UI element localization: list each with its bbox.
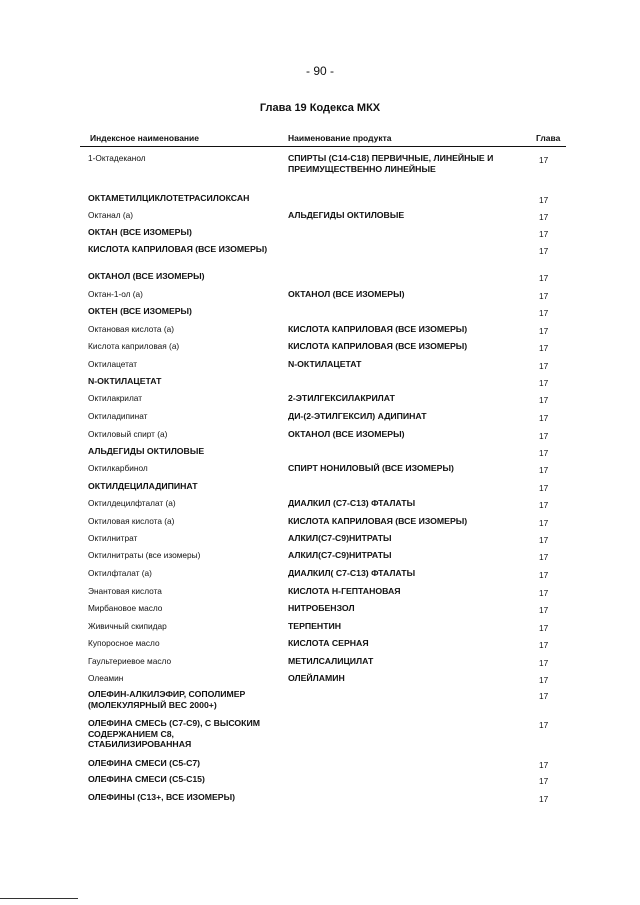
index-name-cell: Октилацетат xyxy=(88,359,138,369)
index-name-cell: ОЛЕФИНА СМЕСЬ (C7-C9), С ВЫСОКИМ СОДЕРЖАНИЕМ C8, СТАБИЛИЗИРОВАННАЯ xyxy=(88,718,260,749)
product-name-cell: КИСЛОТА КАПРИЛОВАЯ (ВСЕ ИЗОМЕРЫ) xyxy=(288,324,468,334)
chapter-cell: 17 xyxy=(539,552,549,562)
header-product-name: Наименование продукта xyxy=(288,133,392,143)
product-name-cell: АЛКИЛ(C7-C9)НИТРАТЫ xyxy=(288,550,392,560)
chapter-cell: 17 xyxy=(539,675,549,685)
index-name-cell: Кислота каприловая (a) xyxy=(88,341,180,351)
index-name-cell: АЛЬДЕГИДЫ ОКТИЛОВЫЕ xyxy=(88,446,205,456)
page-title: Глава 19 Кодекса МКХ xyxy=(259,102,381,114)
index-name-cell: Октиловый спирт (a) xyxy=(88,429,168,439)
chapter-cell: 17 xyxy=(539,776,549,786)
header-chapter: Глава xyxy=(536,133,561,143)
chapter-cell: 17 xyxy=(539,395,549,405)
index-name-cell: Октилнитрат xyxy=(88,533,138,543)
header-index-name: Индексное наименование xyxy=(90,133,200,143)
product-name-cell: НИТРОБЕНЗОЛ xyxy=(288,603,355,613)
chapter-cell: 17 xyxy=(539,212,549,222)
index-name-cell: Купоросное масло xyxy=(88,638,160,648)
index-name-cell: ОКТИЛДЕЦИЛАДИПИНАТ xyxy=(88,481,198,491)
chapter-cell: 17 xyxy=(539,378,549,388)
index-name-cell: Мирбановое масло xyxy=(88,603,163,613)
product-name-cell: ДИАЛКИЛ( C7-C13) ФТАЛАТЫ xyxy=(288,568,416,578)
index-name-cell: ОКТАНОЛ (ВСЕ ИЗОМЕРЫ) xyxy=(88,271,205,281)
index-name-cell: Октилакрилат xyxy=(88,393,143,403)
index-name-cell: N-ОКТИЛАЦЕТАТ xyxy=(88,376,162,386)
index-name-cell: Октанал (a) xyxy=(88,210,133,220)
product-name-cell: АЛКИЛ(C7-C9)НИТРАТЫ xyxy=(288,533,392,543)
page-number: - 90 - xyxy=(305,64,334,78)
chapter-cell: 17 xyxy=(539,326,549,336)
chapter-cell: 17 xyxy=(539,658,549,668)
index-name-cell: ОЛЕФИН-АЛКИЛЭФИР, СОПОЛИМЕР (МОЛЕКУЛЯРНЫЙ ВЕС 2000+) xyxy=(88,689,246,710)
product-name-cell: КИСЛОТА Н-ГЕПТАНОВАЯ xyxy=(288,586,401,596)
product-name-cell: N-ОКТИЛАЦЕТАТ xyxy=(288,359,362,369)
product-name-cell: СПИРТ НОНИЛОВЫЙ (ВСЕ ИЗОМЕРЫ) xyxy=(288,463,454,473)
chapter-cell: 17 xyxy=(539,570,549,580)
chapter-cell: 17 xyxy=(539,308,549,318)
index-name-cell: Октилнитраты (все изомеры) xyxy=(88,550,201,560)
chapter-cell: 17 xyxy=(539,500,549,510)
product-name-cell: ТЕРПЕНТИН xyxy=(288,621,342,631)
chapter-cell: 17 xyxy=(539,588,549,598)
chapter-cell: 17 xyxy=(539,343,549,353)
index-name-cell: Октиладипинат xyxy=(88,411,148,421)
product-name-cell: ДИ-(2-ЭТИЛГЕКСИЛ) АДИПИНАТ xyxy=(288,411,427,421)
chapter-cell: 17 xyxy=(539,605,549,615)
product-name-cell: ОКТАНОЛ (ВСЕ ИЗОМЕРЫ) xyxy=(288,289,405,299)
chapter-cell: 17 xyxy=(539,431,549,441)
chapter-cell: 17 xyxy=(539,448,549,458)
product-name-cell: ОЛЕЙЛАМИН xyxy=(288,673,345,683)
chapter-cell: 17 xyxy=(539,155,549,165)
product-name-cell: ДИАЛКИЛ (C7-C13) ФТАЛАТЫ xyxy=(288,498,416,508)
chapter-cell: 17 xyxy=(539,465,549,475)
chapter-cell: 17 xyxy=(539,518,549,528)
index-name-cell: КИСЛОТА КАПРИЛОВАЯ (ВСЕ ИЗОМЕРЫ) xyxy=(88,244,268,254)
index-name-cell: Гаультериевое масло xyxy=(88,656,172,666)
index-name-cell: Октилкарбинол xyxy=(88,463,148,473)
index-name-cell: ОКТАМЕТИЛЦИКЛОТЕТРАСИЛОКСАН xyxy=(88,193,250,203)
chapter-cell: 17 xyxy=(539,794,549,804)
chapter-cell: 17 xyxy=(539,623,549,633)
chapter-cell: 17 xyxy=(539,273,549,283)
chapter-cell: 17 xyxy=(539,413,549,423)
chapter-cell: 17 xyxy=(539,246,549,256)
chapter-cell: 17 xyxy=(539,291,549,301)
product-name-cell: КИСЛОТА КАПРИЛОВАЯ (ВСЕ ИЗОМЕРЫ) xyxy=(288,516,468,526)
index-name-cell: Олеамин xyxy=(88,673,124,683)
product-name-cell: КИСЛОТА СЕРНАЯ xyxy=(288,638,369,648)
chapter-cell: 17 xyxy=(539,229,549,239)
chapter-cell: 17 xyxy=(539,361,549,371)
chapter-cell: 17 xyxy=(539,535,549,545)
chapter-cell: 17 xyxy=(539,483,549,493)
index-name-cell: ОЛЕФИНЫ (C13+, ВСЕ ИЗОМЕРЫ) xyxy=(88,792,235,802)
product-name-cell: СПИРТЫ (C14-C18) ПЕРВИЧНЫЕ, ЛИНЕЙНЫЕ И ПРЕИМУЩЕСТВЕННО ЛИНЕЙНЫЕ xyxy=(288,153,494,174)
index-name-cell: Живичный скипидар xyxy=(88,621,167,631)
product-name-cell: АЛЬДЕГИДЫ ОКТИЛОВЫЕ xyxy=(288,210,405,220)
product-name-cell: МЕТИЛСАЛИЦИЛАТ xyxy=(288,656,374,666)
chapter-cell: 17 xyxy=(539,691,549,701)
index-name-cell: Октилфталат (a) xyxy=(88,568,152,578)
chapter-cell: 17 xyxy=(539,720,549,730)
index-name-cell: Энантовая кислота xyxy=(88,586,162,596)
footnote-separator xyxy=(0,898,78,899)
index-name-cell: Октилдецилфталат (a) xyxy=(88,498,176,508)
chapter-cell: 17 xyxy=(539,640,549,650)
index-name-cell: ОКТЕН (ВСЕ ИЗОМЕРЫ) xyxy=(88,306,192,316)
index-name-cell: Октановая кислота (a) xyxy=(88,324,174,334)
chapter-cell: 17 xyxy=(539,760,549,770)
product-name-cell: КИСЛОТА КАПРИЛОВАЯ (ВСЕ ИЗОМЕРЫ) xyxy=(288,341,468,351)
index-name-cell: 1-Октадеканол xyxy=(88,153,146,163)
chapter-cell: 17 xyxy=(539,195,549,205)
index-name-cell: Октиловая кислота (a) xyxy=(88,516,175,526)
product-name-cell: ОКТАНОЛ (ВСЕ ИЗОМЕРЫ) xyxy=(288,429,405,439)
product-name-cell: 2-ЭТИЛГЕКСИЛАКРИЛАТ xyxy=(288,393,395,403)
index-name-cell: Октан-1-ол (a) xyxy=(88,289,143,299)
index-name-cell: ОЛЕФИНА СМЕСИ (C5-C15) xyxy=(88,774,205,784)
index-name-cell: ОЛЕФИНА СМЕСИ (C5-C7) xyxy=(88,758,201,768)
index-name-cell: ОКТАН (ВСЕ ИЗОМЕРЫ) xyxy=(88,227,192,237)
